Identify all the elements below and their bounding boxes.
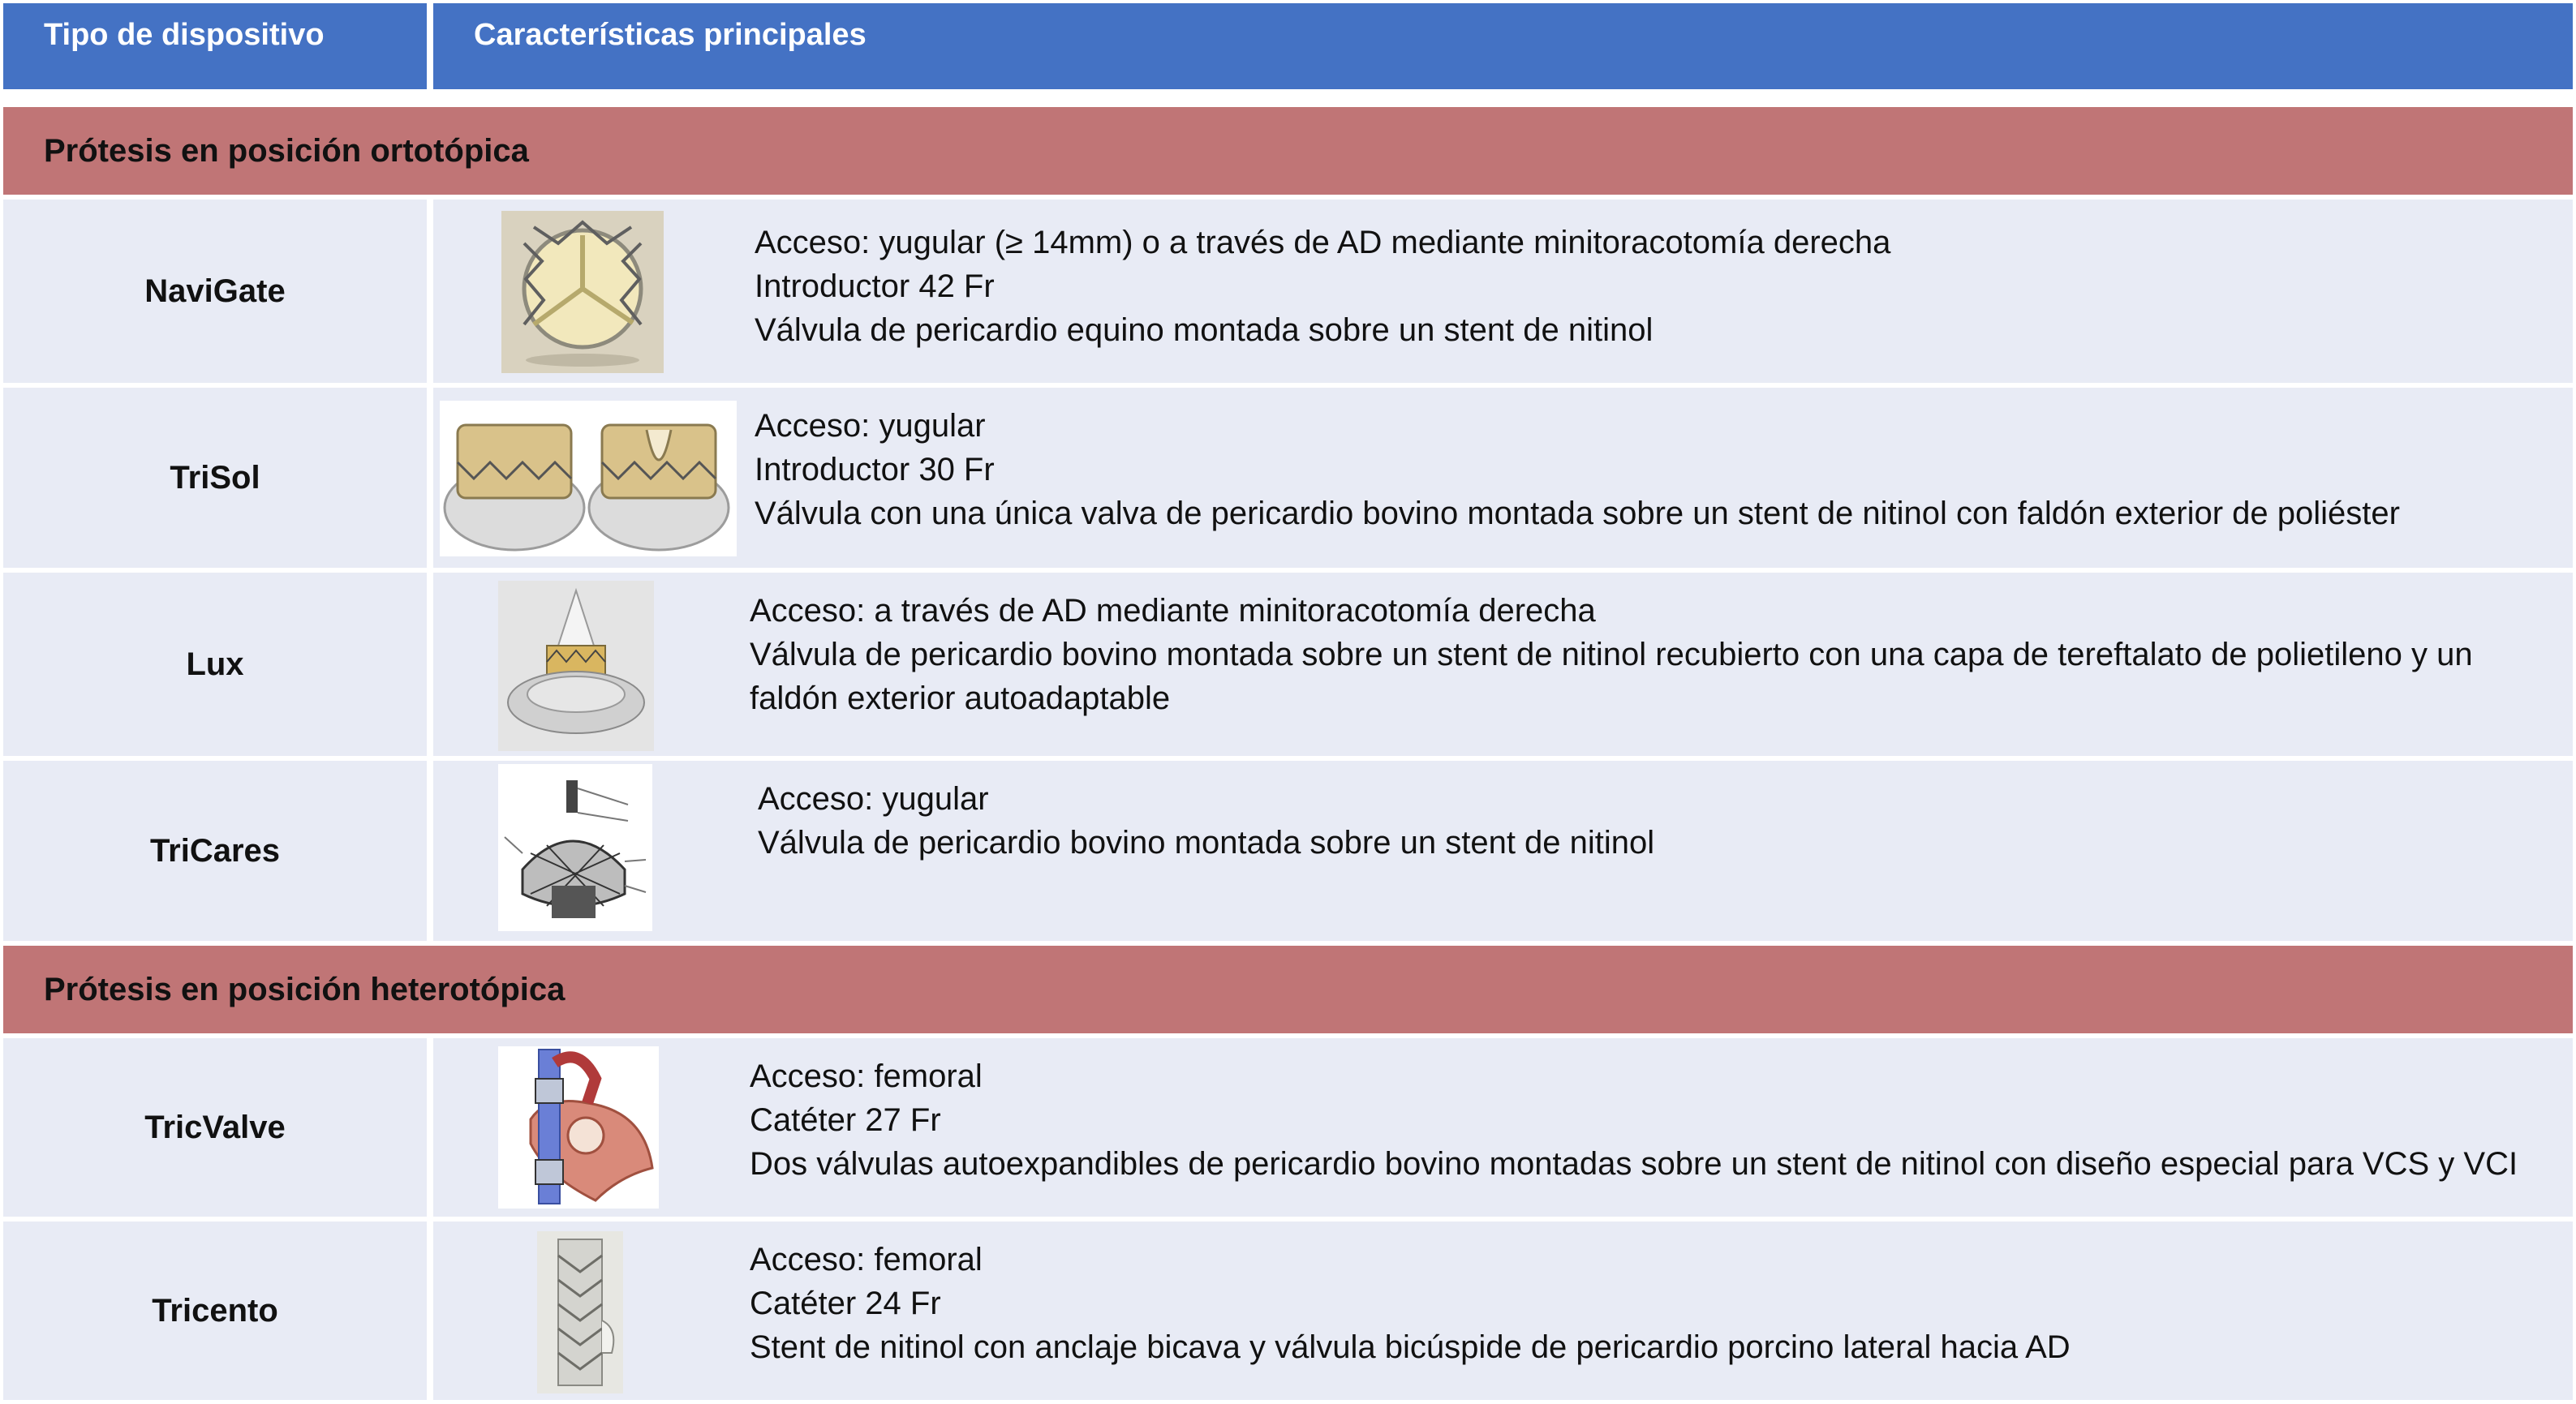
feature-line: Válvula con una única valva de pericardio bovino montada sobre un stent de nitinol con faldón exterior de poliéster [755, 496, 2400, 531]
feature-lines [755, 404, 2400, 535]
section-heterotopic-title: Prótesis en posición heterotópica [44, 971, 566, 1007]
feature-lines [750, 1238, 2071, 1369]
device-name-cell [3, 200, 427, 383]
device-features-cell [433, 1038, 2573, 1217]
feature-line: Acceso: yugular (≥ 14mm) o a través de AD mediante minitoracotomía derecha [755, 225, 1891, 260]
header-device-type-label: Tipo de dispositivo [44, 18, 325, 52]
section-orthotopic-title: Prótesis en posición ortotópica [44, 132, 529, 169]
feature-line: Introductor 30 Fr [755, 452, 995, 487]
device-name-cell [3, 761, 427, 941]
feature-line: Acceso: femoral [750, 1242, 983, 1277]
header-device-type [3, 3, 427, 89]
feature-line: Válvula de pericardio bovino montada sobre un stent de nitinol [758, 825, 1655, 861]
feature-line: Dos válvulas autoexpandibles de pericardio bovino montadas sobre un stent de nitinol con diseño especial para VCS y VCI [750, 1146, 2518, 1182]
feature-lines [758, 777, 1654, 865]
header-main-features-label: Características principales [474, 18, 867, 52]
feature-line: Acceso: yugular [758, 781, 989, 817]
feature-line: faldón exterior autoadaptable [750, 681, 1171, 716]
feature-lines [750, 589, 2535, 720]
device-name-cell [3, 1222, 427, 1400]
device-features-cell [433, 761, 2573, 941]
header-main-features [433, 3, 2573, 89]
feature-lines [750, 1054, 2518, 1186]
device-name-cell [3, 1038, 427, 1217]
tricento-stent-photo-icon [537, 1231, 623, 1393]
device-name: TricValve [144, 1109, 286, 1145]
device-features-cell [433, 573, 2573, 756]
feature-line: Catéter 24 Fr [750, 1286, 941, 1321]
device-name: TriSol [170, 459, 260, 496]
feature-line: Stent de nitinol con anclaje bicava y válvula bicúspide de pericardio porcino lateral hacia AD [750, 1329, 2071, 1365]
feature-line: Válvula de pericardio equino montada sobre un stent de nitinol [755, 312, 1654, 348]
feature-line: Introductor 42 Fr [755, 268, 995, 304]
device-name: NaviGate [144, 273, 286, 309]
section-orthotopic [3, 107, 2573, 195]
feature-lines [755, 221, 1890, 352]
feature-line: Acceso: a través de AD mediante minitoracotomía derecha [750, 593, 1596, 629]
device-features-cell [433, 388, 2573, 568]
feature-line: Catéter 27 Fr [750, 1102, 941, 1138]
trisol-valve-photo-icon [440, 401, 737, 556]
tricares-valve-diagram-icon [498, 764, 652, 931]
device-name: Lux [186, 646, 244, 682]
device-features-cell [433, 1222, 2573, 1400]
tricvalve-heart-illustration-icon [498, 1046, 659, 1209]
feature-line: Acceso: femoral [750, 1058, 983, 1094]
navigate-valve-photo-icon [501, 211, 664, 373]
device-features-cell [433, 200, 2573, 383]
section-heterotopic [3, 946, 2573, 1033]
feature-line: Válvula de pericardio bovino montada sobre un stent de nitinol recubierto con una capa de tereftalato de polietileno y un [750, 637, 2473, 672]
device-name-cell [3, 573, 427, 756]
device-name-cell [3, 388, 427, 568]
lux-valve-render-icon [498, 581, 654, 751]
device-name: Tricento [152, 1292, 278, 1329]
feature-line: Acceso: yugular [755, 408, 986, 444]
device-name: TriCares [149, 832, 281, 869]
